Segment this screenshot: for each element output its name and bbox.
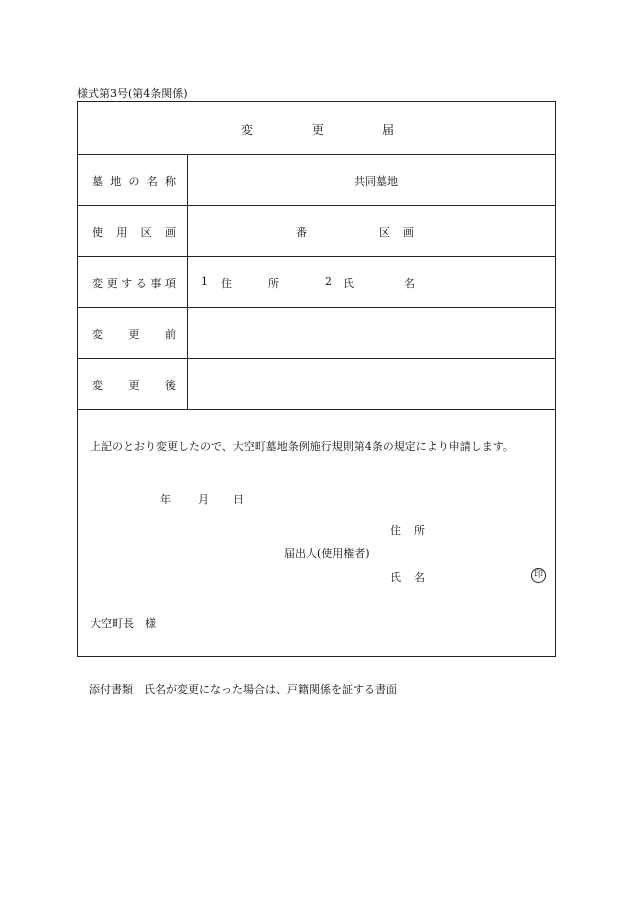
applicant-label: 届出人(使用権者) [284, 547, 370, 560]
option-2-number: 2 [325, 275, 332, 288]
seal-mark: 印 [531, 568, 546, 583]
change-items-label: 変 更 す る 事 項 [92, 277, 176, 290]
date-day: 日 [233, 493, 244, 506]
plot-number-unit: 番 [296, 226, 307, 239]
option-name-char: 氏 [343, 277, 354, 290]
option-address-char: 所 [268, 277, 279, 290]
date-year: 年 [160, 493, 171, 506]
plot-row [78, 205, 555, 257]
title-row [78, 102, 555, 155]
notification-form [77, 101, 556, 657]
option-1-number: 1 [201, 275, 208, 288]
option-name-char: 名 [404, 277, 415, 290]
name-label-char: 名 [414, 571, 425, 584]
cemetery-name-value: 共同墓地 [354, 175, 398, 188]
after-change-label: 変 更 後 [92, 379, 176, 392]
addressee: 大空町長 様 [90, 617, 156, 630]
attachment-note: 添付書類 氏名が変更になった場合は、戸籍関係を証する書面 [89, 683, 397, 696]
change-items-row [78, 256, 555, 308]
before-change-row [78, 307, 555, 359]
plot-section-unit-2: 画 [403, 226, 414, 239]
address-label-char: 住 [390, 524, 401, 537]
cemetery-name-label: 墓 地 の 名 称 [92, 175, 176, 188]
form-number: 様式第3号(第4条関係) [77, 87, 188, 100]
date-month: 月 [198, 493, 209, 506]
plot-section-unit-1: 区 [379, 226, 390, 239]
address-label-char: 所 [414, 524, 425, 537]
after-change-row [78, 358, 555, 410]
plot-label: 使 用 区 画 [92, 226, 176, 239]
before-change-label: 変 更 前 [92, 328, 176, 341]
title-char: 更 [312, 123, 325, 137]
name-label-char: 氏 [390, 571, 401, 584]
title-char: 届 [382, 123, 395, 137]
cemetery-name-row [78, 154, 555, 206]
statement-text: 上記のとおり変更したので、大空町墓地条例施行規則第4条の規定により申請します。 [90, 440, 514, 453]
option-address-char: 住 [221, 277, 232, 290]
title-char: 変 [241, 123, 254, 137]
